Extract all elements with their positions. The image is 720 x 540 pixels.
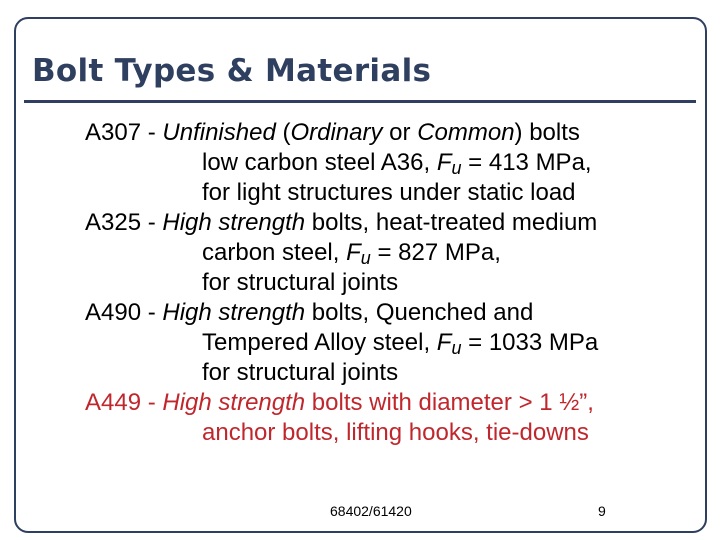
- a307-material: low carbon steel A36,: [202, 149, 437, 176]
- a490-material: Tempered Alloy steel,: [202, 329, 437, 356]
- a325-line-2: [85, 238, 705, 268]
- fu-symbol: F: [436, 329, 452, 356]
- slide-body: [85, 118, 705, 448]
- a449-text-1: bolts with diameter > 1 ½”,: [305, 389, 594, 416]
- fu-subscript: u: [360, 248, 371, 268]
- a449-code: A449 -: [85, 389, 163, 416]
- a307-em-unfinished: Unfinished: [162, 119, 276, 146]
- a325-line-1: [85, 208, 705, 238]
- a449-em-high-strength: High strength: [162, 389, 306, 416]
- fu-symbol: F: [346, 239, 361, 266]
- a307-line-2: [85, 148, 705, 178]
- a449-line-1: [85, 388, 705, 418]
- slide-title: Bolt Types & Materials: [32, 53, 432, 89]
- a490-code: A490 -: [85, 299, 163, 326]
- a449-line-2: anchor bolts, lifting hooks, tie-downs: [202, 419, 589, 446]
- a307-fu-value: = 413 MPa,: [461, 149, 592, 176]
- page-number: 9: [598, 503, 606, 519]
- a307-code: A307 -: [85, 119, 163, 146]
- a325-text-1: bolts, heat-treated medium: [305, 209, 598, 236]
- a325-fu-value: = 827 MPa,: [370, 239, 501, 266]
- fu-subscript: u: [451, 338, 462, 358]
- a325-code: A325 -: [85, 209, 163, 236]
- a325-material: carbon steel,: [202, 239, 347, 266]
- a490-fu-value: = 1033 MPa: [461, 329, 599, 356]
- a307-em-ordinary: Ordinary: [290, 119, 383, 146]
- a490-line-3: for structural joints: [202, 359, 399, 386]
- a307-line-3: for light structures under static load: [202, 179, 576, 206]
- a490-line-1: [85, 298, 705, 328]
- a307-em-common: Common: [417, 119, 515, 146]
- a490-em-high-strength: High strength: [162, 299, 306, 326]
- footer-code: 68402/61420: [330, 503, 412, 519]
- fu-subscript: u: [451, 158, 462, 178]
- a325-em-high-strength: High strength: [162, 209, 306, 236]
- title-underline: [24, 100, 696, 103]
- a325-line-3: for structural joints: [202, 269, 399, 296]
- a307-text-1: (: [275, 119, 291, 146]
- a490-text-1: bolts, Quenched and: [305, 299, 534, 326]
- a490-line-2: [85, 328, 705, 358]
- a307-text-3: ) bolts: [514, 119, 580, 146]
- fu-symbol: F: [436, 149, 452, 176]
- a307-line-1: [85, 118, 705, 148]
- a307-text-2: or: [382, 119, 418, 146]
